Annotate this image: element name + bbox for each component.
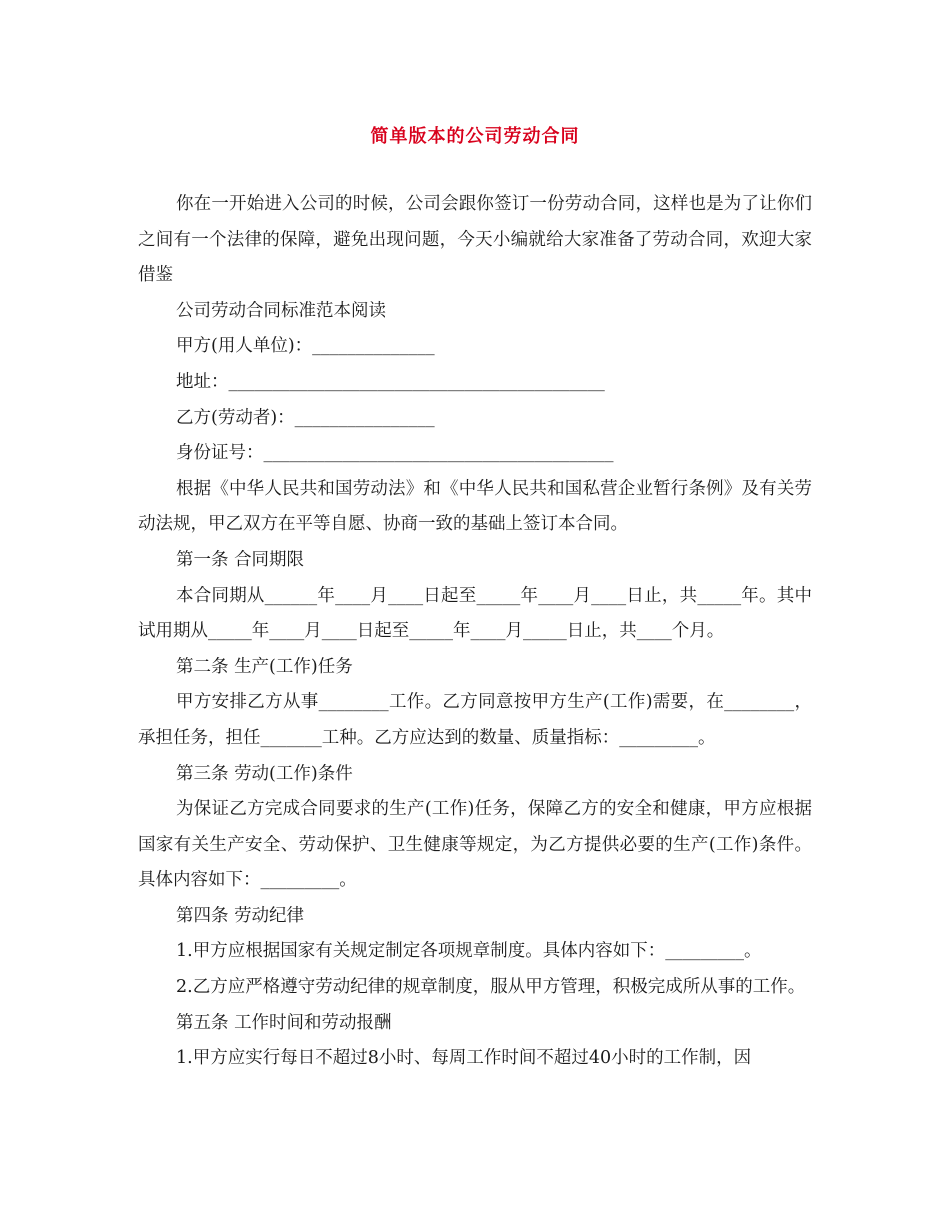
article-4-heading: 第四条 劳动纪律 [176,905,305,926]
document-title: 简单版本的公司劳动合同 [370,126,580,147]
article-5-item-1: 1.甲方应实行每日不超过8小时、每周工作时间不超过40小时的工作制，因 [176,1048,752,1069]
section-heading: 公司劳动合同标准范本阅读 [176,300,386,321]
article-5-heading: 第五条 工作时间和劳动报酬 [176,1012,392,1033]
party-a-field: 甲方(用人单位)：______________ [176,336,435,357]
id-number-field: 身份证号：________________________________________ [176,443,614,464]
article-4-item-2: 2.乙方应严格遵守劳动纪律的规章制度，服从甲方管理，积极完成所从事的工作。 [176,977,806,998]
article-3-text: 为保证乙方完成合同要求的生产(工作)任务，保障乙方的安全和健康，甲方应根据国家有关生产安全、劳动保护、卫生健康等规定，为乙方提供必要的生产(工作)条件。具体内容如下：_________。 [138,799,812,891]
intro-paragraph: 你在一开始进入公司的时候，公司会跟你签订一份劳动合同，这样也是为了让你们之间有一个法律的保障，避免出现问题，今天小编就给大家准备了劳动合同，欢迎大家借鉴 [138,194,812,286]
article-1-text: 本合同期从______年____月____日起至_____年____月____日止，共_____年。其中试用期从_____年____月____日起至_____年____月_____日止，共____个月。 [138,585,812,642]
article-1-heading: 第一条 合同期限 [176,549,305,570]
article-2-text: 甲方安排乙方从事________工作。乙方同意按甲方生产(工作)需要，在________，承担任务，担任_______工种。乙方应达到的数量、质量指标：_________。 [138,692,812,748]
article-2-heading: 第二条 生产(工作)任务 [176,656,353,677]
article-4-item-1: 1.甲方应根据国家有关规定制定各项规章制度。具体内容如下：_________。 [176,941,762,962]
party-b-field: 乙方(劳动者)：________________ [176,407,435,428]
preamble-paragraph: 根据《中华人民共和国劳动法》和《中华人民共和国私营企业暂行条例》及有关劳动法规，甲乙双方在平等自愿、协商一致的基础上签订本合同。 [138,478,812,535]
document-body [138,187,812,1077]
address-field: 地址：___________________________________________ [176,371,605,392]
article-3-heading: 第三条 劳动(工作)条件 [176,763,353,784]
